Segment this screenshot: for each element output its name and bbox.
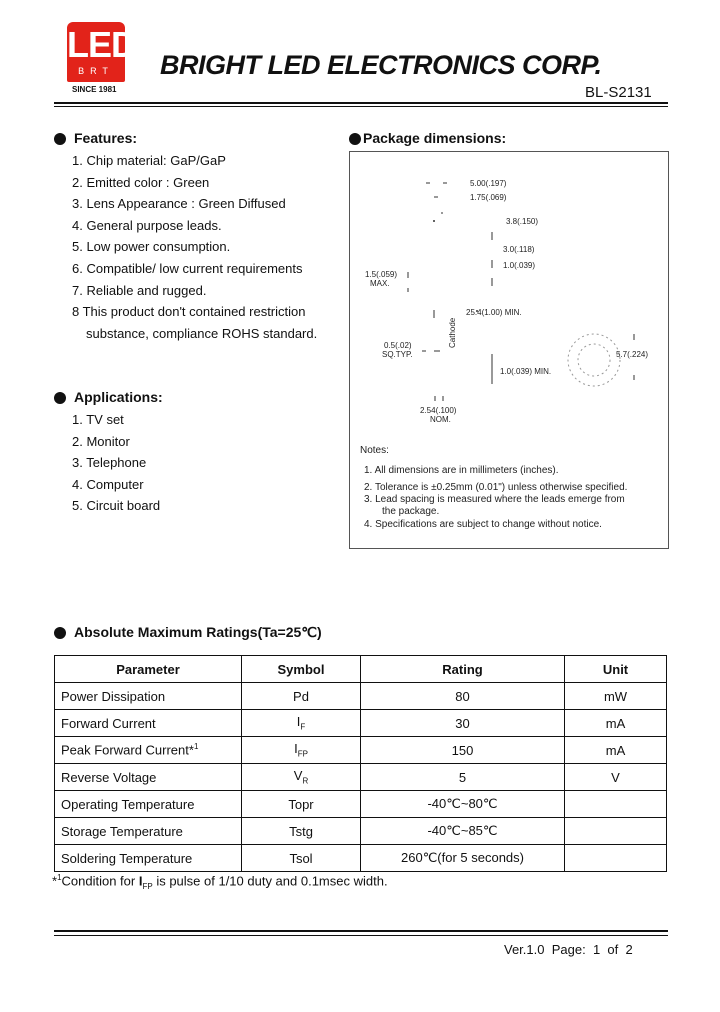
applications-list xyxy=(72,409,160,517)
page-label: Page: xyxy=(551,942,586,957)
dim-label: 1.75(.069) xyxy=(470,193,507,202)
part-number: BL-S2131 xyxy=(585,84,652,101)
rating-cell: 260℃(for 5 seconds) xyxy=(361,845,565,872)
bullet-icon xyxy=(54,627,66,639)
unit-cell: mA xyxy=(565,737,667,764)
table-row xyxy=(55,818,667,845)
page-number: 1 xyxy=(592,942,601,957)
unit-cell: mW xyxy=(565,683,667,710)
symbol-cell: Tsol xyxy=(242,845,361,872)
version-label: Ver.1.0 xyxy=(504,942,545,957)
table-row xyxy=(55,710,667,737)
logo-subtext: BRT xyxy=(78,66,114,76)
ratings-table xyxy=(54,655,667,872)
application-item: 2. Monitor xyxy=(72,433,130,449)
note-item: 4. Specifications are subject to change without notice. xyxy=(364,519,602,530)
dim-label: 5.00(.197) xyxy=(470,179,507,188)
ratings-footnote: *$^1$Condition for $I_{FP}$ is pulse of 1/10 duty and 0.1msec width. xyxy=(52,873,388,891)
company-name: BRIGHT LED ELECTRONICS CORP. xyxy=(160,50,602,80)
parameter-cell: Soldering Temperature xyxy=(55,845,242,872)
table-row xyxy=(55,737,667,764)
dim-label: SQ.TYP. xyxy=(382,350,413,359)
feature-item: substance, compliance ROHS standard. xyxy=(86,325,318,341)
dim-label: 5.7(.224) xyxy=(616,350,649,359)
column-header: Rating xyxy=(361,656,565,683)
dim-label: 1.0(.039) MIN. xyxy=(500,367,552,376)
feature-item: 4. General purpose leads. xyxy=(72,217,222,233)
of-label: of xyxy=(607,942,619,957)
notes-title: Notes: xyxy=(360,445,389,456)
dim-label: MAX. xyxy=(370,279,390,288)
rating-cell: -40℃~85℃ xyxy=(361,818,565,845)
application-item: 3. Telephone xyxy=(72,455,147,471)
feature-item: 1. Chip material: GaP/GaP xyxy=(72,153,226,168)
table-row xyxy=(55,845,667,872)
table-header-row xyxy=(55,656,667,683)
symbol-cell: $I_{FP}$ xyxy=(242,737,361,764)
header-rule-thin xyxy=(54,106,668,107)
symbol-cell: $I_F$ xyxy=(242,710,361,737)
feature-item: 6. Compatible/ low current requirements xyxy=(72,260,303,276)
dim-label: 1.5(.059) xyxy=(365,270,398,279)
bullet-icon xyxy=(54,133,66,145)
dim-label: 1.0(.039) xyxy=(503,261,536,270)
company-logo xyxy=(67,22,136,86)
unit-cell xyxy=(565,791,667,818)
logo-text: LED xyxy=(67,24,136,65)
dim-label: 25.4(1.00) MIN. xyxy=(466,308,522,317)
cathode-label: Cathode xyxy=(448,317,457,348)
dim-label: 3.0(.118) xyxy=(503,245,535,254)
parameter-cell: Reverse Voltage xyxy=(55,764,242,791)
feature-item: 3. Lens Appearance : Green Diffused xyxy=(72,196,286,212)
note-item: the package. xyxy=(382,506,440,517)
symbol-cell: $V_R$ xyxy=(242,764,361,791)
application-item: 4. Computer xyxy=(72,476,144,492)
feature-item: 5. Low power consumption. xyxy=(72,239,231,255)
dim-label: 2.54(.100) xyxy=(420,406,457,415)
feature-item: 7. Reliable and rugged. xyxy=(72,282,207,298)
parameter-cell: Storage Temperature xyxy=(55,818,242,845)
unit-cell: mA xyxy=(565,710,667,737)
page-total: 2 xyxy=(625,942,633,957)
features-list xyxy=(72,150,317,344)
rating-cell: 5 xyxy=(361,764,565,791)
page-footer xyxy=(504,942,633,957)
ratings-heading: Absolute Maximum Ratings(Ta=25℃) xyxy=(54,624,322,641)
applications-heading: Applications: xyxy=(54,389,163,405)
since-label: SINCE 1981 xyxy=(72,85,117,94)
rating-cell: 150 xyxy=(361,737,565,764)
bullet-icon xyxy=(349,133,361,145)
feature-item: 8 This product don't contained restriction xyxy=(72,304,306,320)
dim-label: 0.5(.02) xyxy=(384,341,412,350)
package-heading: Package dimensions: xyxy=(349,130,506,146)
unit-cell xyxy=(565,818,667,845)
parameter-cell: Operating Temperature xyxy=(55,791,242,818)
bullet-icon xyxy=(54,392,66,404)
rating-cell: 80 xyxy=(361,683,565,710)
symbol-cell: Topr xyxy=(242,791,361,818)
table-row xyxy=(55,764,667,791)
column-header: Unit xyxy=(565,656,667,683)
parameter-cell: Power Dissipation xyxy=(55,683,242,710)
feature-item: 2. Emitted color : Green xyxy=(72,174,210,190)
package-drawing xyxy=(350,152,668,442)
footer-rule-thin xyxy=(54,935,668,936)
application-item: 5. Circuit board xyxy=(72,498,161,514)
column-header: Symbol xyxy=(242,656,361,683)
table-row xyxy=(55,791,667,818)
column-header: Parameter xyxy=(55,656,242,683)
rating-cell: -40℃~80℃ xyxy=(361,791,565,818)
features-heading: Features: xyxy=(54,130,137,146)
unit-cell: V xyxy=(565,764,667,791)
dim-label: NOM. xyxy=(430,415,451,424)
note-item: 2. Tolerance is ±0.25mm (0.01") unless otherwise specified. xyxy=(364,482,628,493)
dim-label: 3.8(.150) xyxy=(506,217,539,226)
table-row xyxy=(55,683,667,710)
parameter-cell: Forward Current xyxy=(55,710,242,737)
footer-rule-thick xyxy=(54,930,668,932)
rating-cell: 30 xyxy=(361,710,565,737)
note-item: 1. All dimensions are in millimeters (inches). xyxy=(364,465,559,476)
parameter-cell: Peak Forward Current*$^1$ xyxy=(55,737,242,764)
symbol-cell: Tstg xyxy=(242,818,361,845)
symbol-cell: Pd xyxy=(242,683,361,710)
unit-cell xyxy=(565,845,667,872)
header-rule-thick xyxy=(54,102,668,104)
package-diagram-box xyxy=(349,151,669,549)
note-item: 3. Lead spacing is measured where the leads emerge from xyxy=(364,494,625,505)
application-item: 1. TV set xyxy=(72,412,124,427)
